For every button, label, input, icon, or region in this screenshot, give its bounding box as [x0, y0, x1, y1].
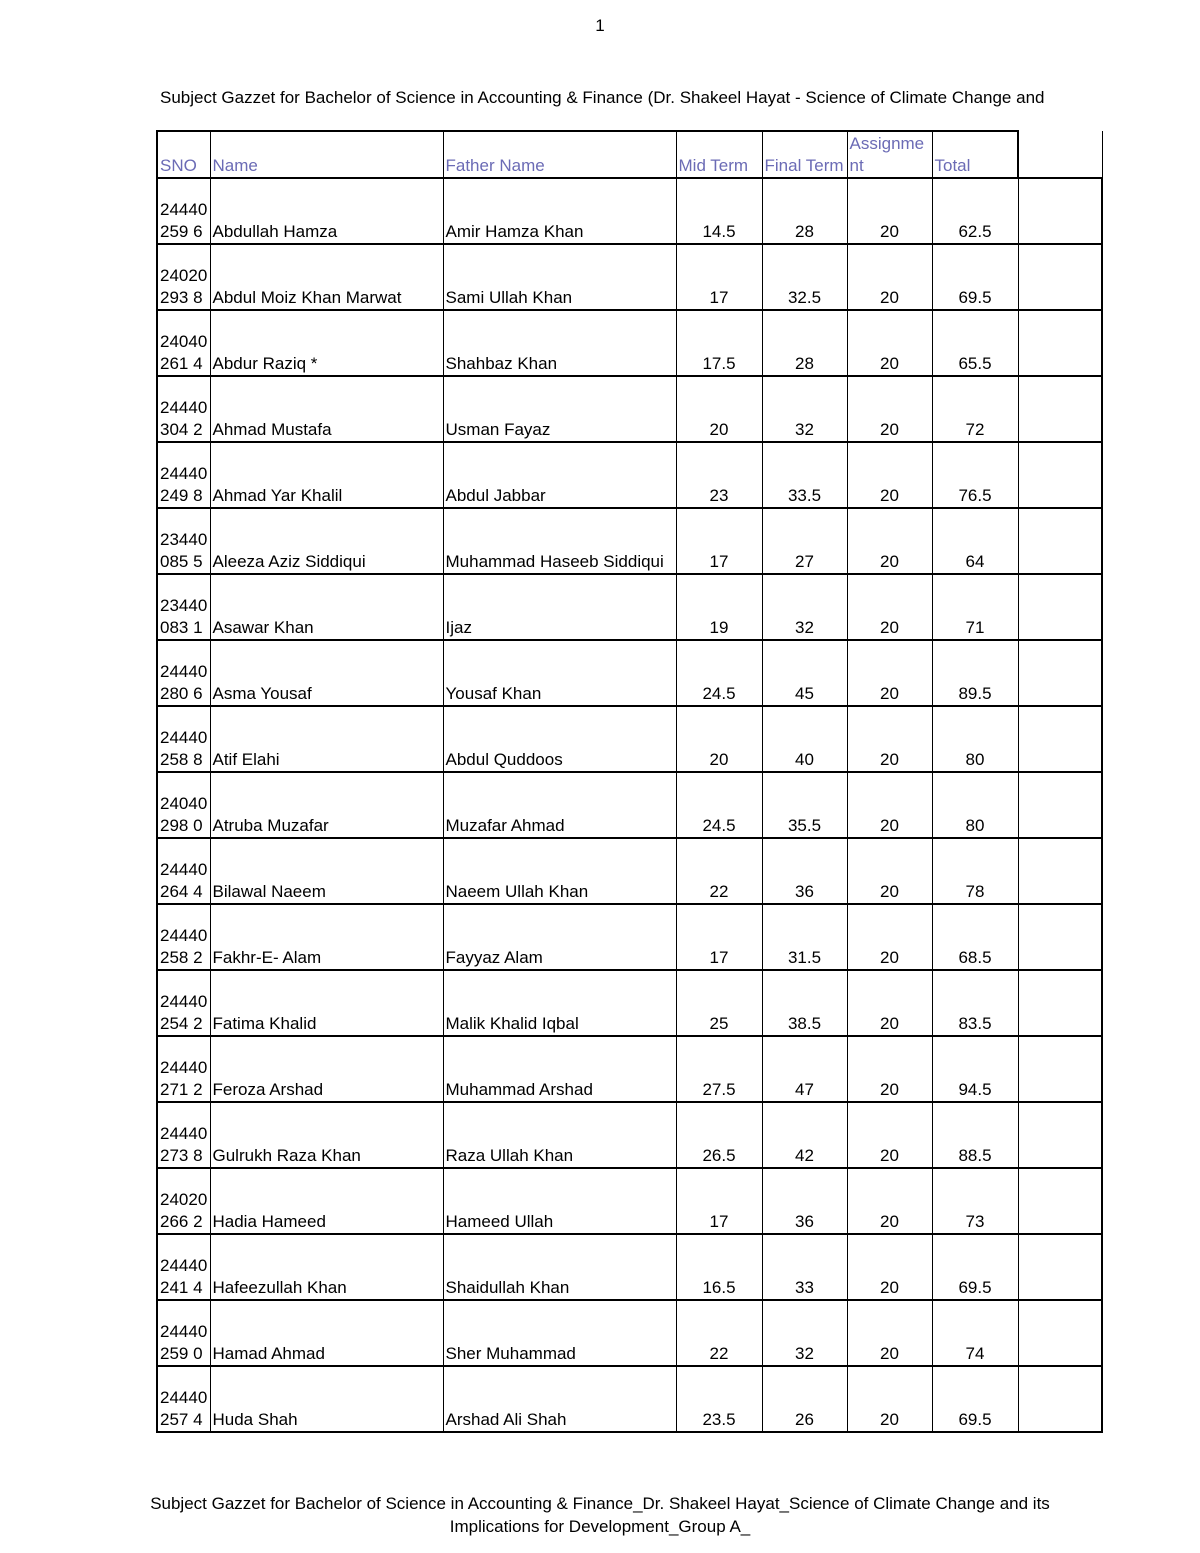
- header-final-term: Final Term: [762, 131, 847, 178]
- cell-empty: [1018, 1300, 1102, 1366]
- cell-mid-term: 22: [676, 838, 762, 904]
- table-row: [157, 508, 1102, 574]
- cell-mid-term: 27.5: [676, 1036, 762, 1102]
- cell-final-term: 32: [762, 376, 847, 442]
- cell-name: Asma Yousaf: [210, 640, 443, 706]
- cell-empty: [1018, 1366, 1102, 1432]
- cell-father-name: Shahbaz Khan: [443, 310, 676, 376]
- cell-assignment: 20: [847, 838, 932, 904]
- cell-father-name: Muhammad Arshad: [443, 1036, 676, 1102]
- cell-mid-term: 24.5: [676, 772, 762, 838]
- cell-mid-term: 17: [676, 508, 762, 574]
- cell-final-term: 32.5: [762, 244, 847, 310]
- cell-empty: [1018, 772, 1102, 838]
- cell-mid-term: 17: [676, 904, 762, 970]
- cell-name: Asawar Khan: [210, 574, 443, 640]
- cell-assignment: 20: [847, 706, 932, 772]
- cell-final-term: 27: [762, 508, 847, 574]
- cell-assignment: 20: [847, 1366, 932, 1432]
- cell-name: Ahmad Mustafa: [210, 376, 443, 442]
- cell-father-name: Amir Hamza Khan: [443, 178, 676, 244]
- cell-final-term: 40: [762, 706, 847, 772]
- cell-assignment: 20: [847, 1300, 932, 1366]
- cell-final-term: 47: [762, 1036, 847, 1102]
- table-row: [157, 1300, 1102, 1366]
- header-assignment: Assignment: [847, 131, 932, 178]
- cell-sno: 24440249 8: [157, 442, 210, 508]
- cell-mid-term: 25: [676, 970, 762, 1036]
- cell-total: 73: [932, 1168, 1018, 1234]
- cell-final-term: 35.5: [762, 772, 847, 838]
- header-mid-term: Mid Term: [676, 131, 762, 178]
- cell-sno: 24440264 4: [157, 838, 210, 904]
- cell-sno: 23440085 5: [157, 508, 210, 574]
- cell-name: Fakhr-E- Alam: [210, 904, 443, 970]
- cell-assignment: 20: [847, 1102, 932, 1168]
- cell-sno: 24020293 8: [157, 244, 210, 310]
- cell-name: Abdur Raziq *: [210, 310, 443, 376]
- header-father-name: Father Name: [443, 131, 676, 178]
- table-row: [157, 1102, 1102, 1168]
- cell-total: 80: [932, 772, 1018, 838]
- cell-name: Bilawal Naeem: [210, 838, 443, 904]
- cell-total: 89.5: [932, 640, 1018, 706]
- cell-mid-term: 20: [676, 376, 762, 442]
- cell-sno: 24040298 0: [157, 772, 210, 838]
- cell-assignment: 20: [847, 772, 932, 838]
- cell-assignment: 20: [847, 574, 932, 640]
- cell-final-term: 36: [762, 1168, 847, 1234]
- cell-father-name: Shaidullah Khan: [443, 1234, 676, 1300]
- cell-name: Feroza Arshad: [210, 1036, 443, 1102]
- page-number: 1: [595, 16, 605, 35]
- cell-assignment: 20: [847, 442, 932, 508]
- cell-final-term: 33.5: [762, 442, 847, 508]
- cell-total: 88.5: [932, 1102, 1018, 1168]
- cell-total: 69.5: [932, 1366, 1018, 1432]
- header-total: Total: [932, 131, 1018, 178]
- cell-sno: 24440259 6: [157, 178, 210, 244]
- cell-father-name: Usman Fayaz: [443, 376, 676, 442]
- cell-sno: 24440258 2: [157, 904, 210, 970]
- cell-final-term: 45: [762, 640, 847, 706]
- cell-empty: [1018, 904, 1102, 970]
- cell-total: 69.5: [932, 1234, 1018, 1300]
- cell-mid-term: 17.5: [676, 310, 762, 376]
- cell-total: 65.5: [932, 310, 1018, 376]
- cell-mid-term: 26.5: [676, 1102, 762, 1168]
- cell-name: Atif Elahi: [210, 706, 443, 772]
- cell-total: 72: [932, 376, 1018, 442]
- table-row: [157, 904, 1102, 970]
- table-row: [157, 1168, 1102, 1234]
- cell-sno: 24440258 8: [157, 706, 210, 772]
- cell-assignment: 20: [847, 970, 932, 1036]
- cell-mid-term: 14.5: [676, 178, 762, 244]
- cell-empty: [1018, 1168, 1102, 1234]
- cell-total: 71: [932, 574, 1018, 640]
- cell-father-name: Malik Khalid Iqbal: [443, 970, 676, 1036]
- cell-assignment: 20: [847, 178, 932, 244]
- cell-mid-term: 16.5: [676, 1234, 762, 1300]
- cell-total: 78: [932, 838, 1018, 904]
- cell-name: Ahmad Yar Khalil: [210, 442, 443, 508]
- cell-empty: [1018, 376, 1102, 442]
- cell-name: Hamad Ahmad: [210, 1300, 443, 1366]
- cell-assignment: 20: [847, 904, 932, 970]
- cell-father-name: Hameed Ullah: [443, 1168, 676, 1234]
- header-empty: [1018, 131, 1102, 178]
- cell-total: 64: [932, 508, 1018, 574]
- table-row: [157, 244, 1102, 310]
- cell-total: 62.5: [932, 178, 1018, 244]
- cell-total: 83.5: [932, 970, 1018, 1036]
- cell-name: Abdullah Hamza: [210, 178, 443, 244]
- cell-sno: 23440083 1: [157, 574, 210, 640]
- cell-empty: [1018, 1102, 1102, 1168]
- cell-final-term: 26: [762, 1366, 847, 1432]
- cell-father-name: Muzafar Ahmad: [443, 772, 676, 838]
- table-row: [157, 706, 1102, 772]
- cell-empty: [1018, 244, 1102, 310]
- cell-father-name: Sami Ullah Khan: [443, 244, 676, 310]
- cell-final-term: 33: [762, 1234, 847, 1300]
- table-row: [157, 1234, 1102, 1300]
- cell-mid-term: 17: [676, 244, 762, 310]
- cell-mid-term: 20: [676, 706, 762, 772]
- cell-father-name: Abdul Quddoos: [443, 706, 676, 772]
- cell-father-name: Fayyaz Alam: [443, 904, 676, 970]
- cell-father-name: Yousaf Khan: [443, 640, 676, 706]
- cell-mid-term: 23.5: [676, 1366, 762, 1432]
- cell-sno: 24020266 2: [157, 1168, 210, 1234]
- cell-assignment: 20: [847, 376, 932, 442]
- cell-final-term: 36: [762, 838, 847, 904]
- table-row: [157, 178, 1102, 244]
- table-body: [157, 178, 1102, 1432]
- cell-name: Gulrukh Raza Khan: [210, 1102, 443, 1168]
- cell-assignment: 20: [847, 1168, 932, 1234]
- cell-total: 80: [932, 706, 1018, 772]
- cell-mid-term: 19: [676, 574, 762, 640]
- cell-father-name: Ijaz: [443, 574, 676, 640]
- cell-sno: 24440273 8: [157, 1102, 210, 1168]
- cell-final-term: 31.5: [762, 904, 847, 970]
- cell-empty: [1018, 178, 1102, 244]
- cell-sno: 24440241 4: [157, 1234, 210, 1300]
- cell-total: 69.5: [932, 244, 1018, 310]
- page-footer: [0, 1492, 1200, 1538]
- cell-name: Hadia Hameed: [210, 1168, 443, 1234]
- cell-total: 76.5: [932, 442, 1018, 508]
- cell-father-name: Naeem Ullah Khan: [443, 838, 676, 904]
- cell-final-term: 42: [762, 1102, 847, 1168]
- cell-sno: 24440259 0: [157, 1300, 210, 1366]
- cell-empty: [1018, 310, 1102, 376]
- cell-sno: 24440280 6: [157, 640, 210, 706]
- cell-mid-term: 17: [676, 1168, 762, 1234]
- cell-sno: 24440254 2: [157, 970, 210, 1036]
- table-row: [157, 970, 1102, 1036]
- cell-mid-term: 23: [676, 442, 762, 508]
- table-row: [157, 640, 1102, 706]
- cell-total: 74: [932, 1300, 1018, 1366]
- cell-sno: 24040261 4: [157, 310, 210, 376]
- cell-name: Huda Shah: [210, 1366, 443, 1432]
- cell-empty: [1018, 1234, 1102, 1300]
- cell-father-name: Sher Muhammad: [443, 1300, 676, 1366]
- cell-father-name: Muhammad Haseeb Siddiqui: [443, 508, 676, 574]
- table-row: [157, 772, 1102, 838]
- footer-line-1: Subject Gazzet for Bachelor of Science in Accounting & Finance_Dr. Shakeel Hayat_Science of Climate Change and its: [150, 1494, 1050, 1513]
- cell-sno: 24440271 2: [157, 1036, 210, 1102]
- cell-name: Hafeezullah Khan: [210, 1234, 443, 1300]
- cell-final-term: 38.5: [762, 970, 847, 1036]
- cell-empty: [1018, 508, 1102, 574]
- gazette-table: [156, 130, 1103, 1433]
- cell-empty: [1018, 706, 1102, 772]
- cell-assignment: 20: [847, 310, 932, 376]
- cell-mid-term: 24.5: [676, 640, 762, 706]
- cell-assignment: 20: [847, 244, 932, 310]
- cell-final-term: 32: [762, 574, 847, 640]
- cell-assignment: 20: [847, 508, 932, 574]
- cell-father-name: Raza Ullah Khan: [443, 1102, 676, 1168]
- cell-empty: [1018, 970, 1102, 1036]
- table-row: [157, 1036, 1102, 1102]
- document-title: Subject Gazzet for Bachelor of Science in Accounting & Finance (Dr. Shakeel Hayat - Science of Climate Change and: [160, 88, 1045, 107]
- cell-sno: 24440257 4: [157, 1366, 210, 1432]
- cell-father-name: Abdul Jabbar: [443, 442, 676, 508]
- cell-name: Atruba Muzafar: [210, 772, 443, 838]
- cell-final-term: 28: [762, 178, 847, 244]
- table-row: [157, 1366, 1102, 1432]
- cell-assignment: 20: [847, 1234, 932, 1300]
- cell-mid-term: 22: [676, 1300, 762, 1366]
- cell-empty: [1018, 838, 1102, 904]
- table-row: [157, 838, 1102, 904]
- table-row: [157, 376, 1102, 442]
- table-header-row: [157, 131, 1102, 178]
- footer-line-2: Implications for Development_Group A_: [449, 1517, 751, 1536]
- cell-name: Aleeza Aziz Siddiqui: [210, 508, 443, 574]
- header-name: Name: [210, 131, 443, 178]
- cell-sno: 24440304 2: [157, 376, 210, 442]
- cell-total: 94.5: [932, 1036, 1018, 1102]
- cell-father-name: Arshad Ali Shah: [443, 1366, 676, 1432]
- cell-empty: [1018, 574, 1102, 640]
- cell-assignment: 20: [847, 1036, 932, 1102]
- header-sno: SNO: [157, 131, 210, 178]
- cell-assignment: 20: [847, 640, 932, 706]
- table-row: [157, 442, 1102, 508]
- table-row: [157, 574, 1102, 640]
- cell-name: Fatima Khalid: [210, 970, 443, 1036]
- cell-empty: [1018, 640, 1102, 706]
- cell-total: 68.5: [932, 904, 1018, 970]
- table-row: [157, 310, 1102, 376]
- cell-name: Abdul Moiz Khan Marwat: [210, 244, 443, 310]
- cell-empty: [1018, 1036, 1102, 1102]
- cell-final-term: 28: [762, 310, 847, 376]
- cell-final-term: 32: [762, 1300, 847, 1366]
- cell-empty: [1018, 442, 1102, 508]
